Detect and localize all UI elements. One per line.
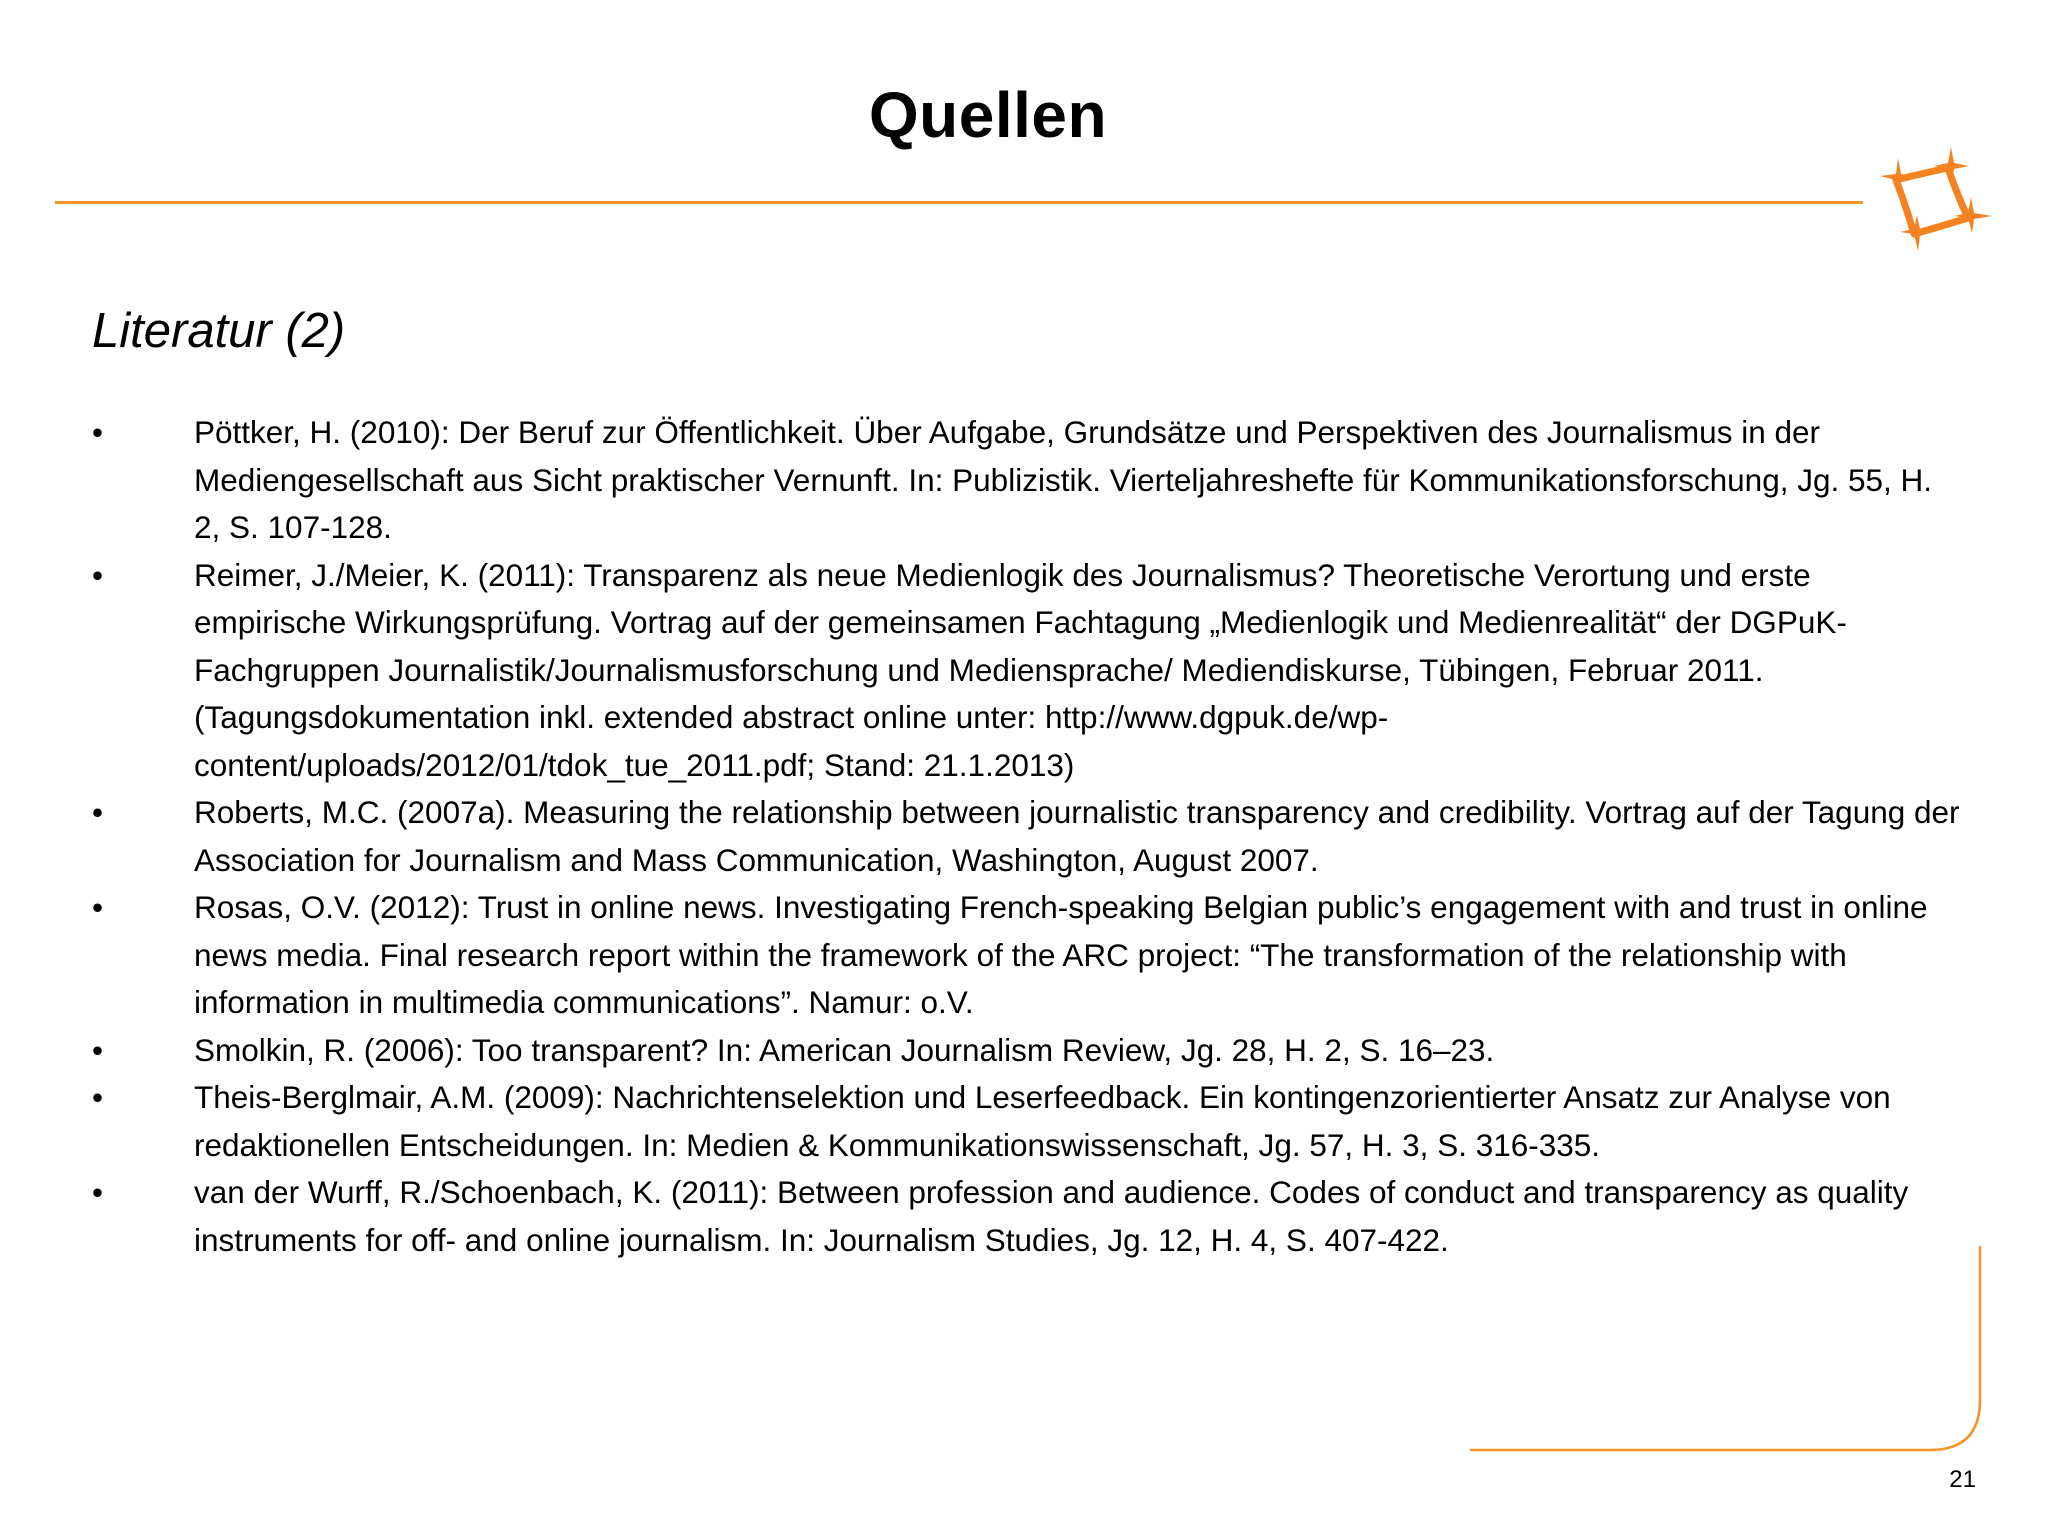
corner-frame-decoration <box>1460 1240 2004 1455</box>
reference-item <box>92 789 1962 884</box>
reference-item <box>92 884 1962 1027</box>
title-divider <box>55 201 1863 204</box>
section-heading: Literatur (2) <box>92 304 346 358</box>
corner-frame-line <box>1470 1246 1980 1450</box>
reference-text: Theis-Berglmair, A.M. (2009): Nachrichtenselektion und Leserfeedback. Ein kontingenzorientierter Ansatz zur Analyse von redaktionellen Entscheidungen. In: Medien & Kommunikationswissenschaft, Jg. 57, H. 3, S. 316-335. <box>194 1079 1891 1163</box>
logo-star-bottom-left <box>1900 215 1934 251</box>
bullet: • <box>92 1174 104 1210</box>
reference-text: Reimer, J./Meier, K. (2011): Transparenz als neue Medienlogik des Journalismus? Theoretische Verortung und erste empirische Wirkungsprüfung. Vortrag auf der gemeinsamen Fachtagung „Medienlogik und Medienrealität“ der DGPuK-Fachgruppen Journalistik/Journalismusforschung und Mediensprache/ Mediendiskurse, Tübingen, Februar 2011. (Tagungsdokumentation inkl. extended abstract online unter: http://www.dgpuk.de/wp-content/uploads/2012/01/tdok_tue_2011.pdf; Stand: 21.1.2013) <box>194 556 1847 783</box>
bullet: • <box>92 794 104 830</box>
bullet: • <box>92 1031 104 1068</box>
bullet: • <box>92 556 104 593</box>
star-frame-logo-icon <box>1860 140 2010 260</box>
page-number: 21 <box>1949 1466 1976 1493</box>
reference-text: Pöttker, H. (2010): Der Beruf zur Öffentlichkeit. Über Aufgabe, Grundsätze und Perspektiven des Journalismus in der Mediengesellschaft aus Sicht praktischer Vernunft. In: Publizistik. Vierteljahreshefte für Kommunikationsforschung, Jg. 55, H. 2, S. 107-128. <box>194 414 1933 545</box>
bullet: • <box>92 889 104 925</box>
reference-item <box>92 1074 1962 1169</box>
reference-item <box>92 409 1962 552</box>
reference-text: Roberts, M.C. (2007a). Measuring the relationship between journalistic transparency and credibility. Vortrag auf der Tagung der Association for Journalism and Mass Communication, Washington, August 2007. <box>194 794 1960 878</box>
reference-text: Smolkin, R. (2006): Too transparent? In: American Journalism Review, Jg. 28, H. 2, S. 16–23. <box>194 1031 1495 1068</box>
reference-item <box>92 1027 1962 1075</box>
reference-text: Rosas, O.V. (2012): Trust in online news. Investigating French-speaking Belgian public’s engagement with and trust in online news media. Final research report within the framework of the ARC project: “The transformation of the relationship with information in multimedia communications”. Namur: o.V. <box>194 889 1928 1020</box>
slide-title: Quellen <box>868 79 1108 151</box>
reference-text: van der Wurff, R./Schoenbach, K. (2011): Between profession and audience. Codes of conduct and transparency as quality instruments for off- and online journalism. In: Journalism Studies, Jg. 12, H. 4, S. 407-422. <box>194 1174 1909 1258</box>
logo-star-top-left <box>1880 158 1917 194</box>
reference-list <box>92 409 1962 1264</box>
logo-star-top-right <box>1934 147 1969 183</box>
bullet: • <box>92 1079 104 1115</box>
title-divider-line <box>55 201 1863 204</box>
bullet: • <box>92 414 104 450</box>
reference-item <box>92 552 1962 790</box>
